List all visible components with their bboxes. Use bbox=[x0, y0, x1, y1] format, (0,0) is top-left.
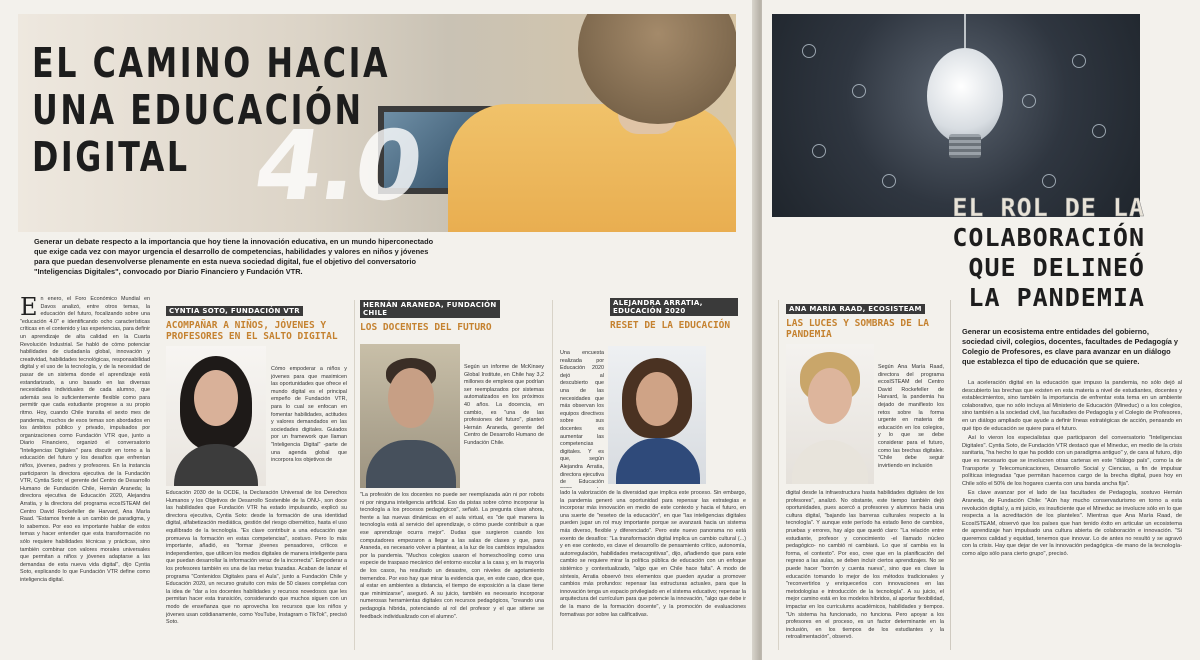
doodle-icon bbox=[1072, 54, 1086, 68]
lightbulb-icon bbox=[927, 48, 1003, 144]
right-title bbox=[925, 193, 1145, 313]
speaker-body-raad: digital desde la infraestructura hasta habilidades digitales de los profesores", analizó. No obstante, este tiempo también dejó oportunidades, pues acercó a profesores y alumnos hacia una cultura digital, "bajando las barreras culturales respecto a la tecnología". Y aunque este período ha estado lleno de cambios, pruebas y errores, hay algo que quedó claro: "La relación entre estudiante, profesor y conocimiento -el llamado núcleo pedagógico- no cambió ni cambiará. Lo que sí cambia es la forma, el contexto". Por eso, cree que en la planificación del regreso a las aulas, se deben incluir ciertos aprendizajes. No se puede hacer "borrón y cuenta nueva", sino que es clave la educación tomando lo mejor de los métodos tradicionales y "reconvertirlos y enriquecerlos con innovaciones en las metodologías e introducción de la tecnología". A su juicio, el mejor camino está en los modelos híbridos, al aportar flexibilidad, impactar en los curriculums académicos, habilidades y tiempos. "Un sistema ha funcionado, no funciona. Pero apoyar a los profesores en el proceso, es un factor determinante en la inclusión, en los tiempos de los estudiantes y la retroalimentación", observó. bbox=[786, 490, 944, 641]
speaker-name: HERNÁN ARANEDA, FUNDACIÓN CHILE bbox=[360, 300, 500, 318]
intro-column bbox=[20, 296, 150, 650]
speaker-topic: ACOMPAÑAR A NIÑOS, JÓVENES Y PROFESORES EN EL SALTO DIGITAL bbox=[166, 320, 338, 342]
speaker-topic: RESET DE LA EDUCACIÓN bbox=[610, 320, 731, 331]
portrait-soto bbox=[166, 346, 266, 486]
speaker-side-text-soto: Cómo empoderar a niños y jóvenes para que maximicen las oportunidades que ofrece el mundo digital es el principal empeño de Fundación VTR, para lo cual se enfocan en fomentar habilidades, actitudes y valores demandados en las sociedades digitales. Guiados por un framework que llaman "Inteligencia Digital" -parte de una agenda global que incorpora los objetivos de bbox=[271, 366, 347, 464]
column-rule bbox=[778, 300, 779, 650]
right-title-line-2: COLABORACIÓN bbox=[952, 223, 1145, 252]
speaker-side-text-araneda: Según un informe de McKinsey Global Institute, en Chile hay 3,2 millones de empleos que podrían ser reemplazados por sistemas automatizados en los próximos 40 años. La docencia, en cambio, es "una de las profesiones del futuro", planteó Hernán Araneda, gerente del Centro de Desarrollo Humano de Fundación Chile. bbox=[464, 364, 544, 446]
intro-text: n enero, el Foro Económico Mundial en Davos analizó, entre otros temas, la educación del futuro, focalizando sobre una "educación 4.0" e identificando ocho características críticas en el contenido y las experiencias, para definir un aprendizaje de alta calidad en la Cuarta Revolución Industrial. Se habló de cómo potenciar habilidades de ciudadanía global, innovación y creatividad, habilidades tecnológicas, responsabilidad digital y el uso de la tecnología, y de la necesidad de pasar de un sistema donde el aprendizaje está estandarizado, a uno basado en las diversas necesidades individuales de cada alumno, que además sea lo suficientemente flexible como para permitir que cada estudiante progrese a su propio ritmo. Hoy, cuando Chile transita el sexto mes de pandemia, muchos de esos temas son abordados en los ámbitos público y privado, impulsados por organizaciones como Fundación VTR que, junto a Diario Financiero, organizó el conversatorio "Inteligencias Digitales" para discutir en torno a la educación del futuro y los desafíos que enfrentan niños, jóvenes, padres y profesores. En la instancia participaron la directora ejecutiva de la Fundación VTR, Cyntia Soto; el gerente del Centro de Desarrollo Humano de Fundación Chile, Hernán Araneda; la directora ejecutiva de Educación 2020, Alejandra Arratia, y la directora del programa ecosISTEAM del Centro David Rockefeller de Harvard, Ana María Raad. "Estamos frente a un cambio de paradigma, y lo sabemos. Por eso es importante hablar de estos temas y hacer entender que esta transformación no sólo requiere habilidades técnicas y prácticas, sino también combinar con valores morales universales que permitan a niños y jóvenes adaptarse a las demandas de esta nueva vida digital", dijo Cyntia Soto, explicando lo que Fundación VTR define como inteligencia digital. bbox=[20, 296, 150, 583]
speaker-side-text-arratia: Una encuesta realizada por Educación 2020 dejó al descubierto que una de las necesidades que más observan los equipos directivos sobre sus docentes es aumentar las competencias digitales. Y es que, según Alejandra Arratia, directora ejecutiva de Educación bbox=[560, 350, 604, 486]
right-paragraph: Así lo vieron los especialistas que participaron del conversatorio "Inteligencias Digitales". Cyntia Soto, de Fundación VTR destacó que el Mineduc, en medio de la crisis sanitaria, "ha hecho lo que ha podido con un paradigma antiguo" y, de cara al futuro, dijo que es necesario que se involucren otras carteras en este "diálogo país", como la de Transporte y Telecomunicaciones, Desarrollo Social y Ciencias, a fin de impulsar políticas integradas "que permitan hacernos cargo de la brecha digital, pues hoy en Chile sólo el 50% de los hogares cuenta con una banda ancha fija". bbox=[962, 435, 1182, 487]
doodle-icon bbox=[852, 84, 866, 98]
right-title-line-4: LA PANDEMIA bbox=[968, 283, 1145, 312]
speaker-name: CYNTIA SOTO, FUNDACIÓN VTR bbox=[166, 306, 303, 316]
portrait-araneda bbox=[360, 344, 460, 488]
right-lede: Generar un ecosistema entre entidades del gobierno, sociedad civil, colegios, docentes, facultades de Pedagogía y Colegio de Profesores, es clave para avanzar en un diálogo que establezca el tipo de educación que se quiere. bbox=[962, 327, 1179, 366]
hero-child-shirt bbox=[448, 104, 736, 232]
portrait-arratia bbox=[608, 346, 706, 484]
speaker-body-arratia: lado la valorización de la diversidad que implica este proceso. Sin embargo, la pandemia generó una oportunidad para repensar las estrategias e incorporar más innovación en medio de este contexto y hacia el futuro, en una suerte de "reseteo de la educación", en que "las inteligencias digitales pueden jugar un rol muy importante porque se avanzará hacia un sistema más diverso, flexible y diferenciado". Pero este nuevo panorama no está exento de desafíos: "La transformación digital implica un cambio cultural (...) y en ese contexto, es clave el desarrollo de pensamiento crítico, autonomía, autorregulación, habilidades metacognitivas", dijo, añadiendo que para este cambio se requiere mirar la política pública de educación con un enfoque sistémico y contextualizado, "algo que en Chile hace falta". A modo de síntesis, Arratia observó tres elementos que pueden ayudar a promover cambios más profundos: repensar las estructuras actuales, para que la innovación tenga un espacio privilegiado en el sistema educativo; repensar la arquitectura del currículum para que potencie la innovación, "algo que debe ir de la mano de la formación docente", y la promoción de evaluaciones formativas por sobre las calificativas. bbox=[560, 490, 746, 618]
speaker-side-text-raad: Según Ana María Raad, directora del programa ecosISTEAM del Centro David Rockefeller de Harvard, la pandemia ha dejado de manifiesto los retos sobre la forma urgente en materia de educación en los colegios, y lo que se debe considerar para el futuro, como las brechas digitales. "Chile debe seguir invirtiendo en inclusión bbox=[878, 364, 944, 469]
speaker-header-arratia bbox=[610, 298, 738, 331]
portrait-raad bbox=[786, 344, 874, 484]
main-title-line-1: EL CAMINO HACIA bbox=[32, 39, 391, 87]
speaker-name: ANA MARÍA RAAD, ECOSISTEAM bbox=[786, 304, 925, 314]
speaker-name: ALEJANDRA ARRATIA, EDUCACIÓN 2020 bbox=[610, 298, 738, 316]
speaker-body-soto: Educación 2030 de la OCDE, la Declaración Universal de los Derechos Humanos y los Objetivos de Desarrollo Sostenible de la ONU-, son doce las habilidades que Fundación VTR ha estado impulsando, explicó su directora ejecutiva, Cyntia Soto: desde la formación de una identidad digital, alfabetización mediática, gestión del riesgo cibernético, hasta el uso equilibrado de la tecnología. "Es clave contribuir a una educación que promueva la formación en estas competencias", sostuvo. Pero lo más importante, añadió, es "formar jóvenes pensadores, críticos e independientes, que utilicen los medios digitales de manera inteligente para que puedan desarrollar la información veraz de la incorrecta". Empoderar a los profesores también es una de las metas trazadas. Acaban de lanzar el programa "Contenidos Digitales para el Aula", junto a Fundación Chile y Educación 2020, un recurso gratuito con más de 50 clases completas con la idea de "dar a los docentes habilidades y recursos novedosos que les permitan hacer esta transición, considerando que muchos siguen con un modo de enseñanza que no aprovecha los recursos que los niños y jóvenes usan cotidianamente, como YouTube, Instagram o TikTok", precisó Soto. bbox=[166, 490, 347, 626]
speaker-body-araneda: "La profesión de los docentes no puede ser reemplazada aún ni por robots ni por ninguna inteligencia artificial. Eso da pistas sobre cómo incorporar la tecnología a los procesos pedagógicos", señaló. La pregunta clave ahora, frente a las nuevas dinámicas en el aula virtual, es "de qué manera la tecnología está al servicio del aprendizaje, o cómo puede contribuir a que ese aprendizaje ocurra mejor". Dudas que surgieron cuando los computadores empezaron a llegar a las salas de clases y que, para Araneda, es necesario volver a plantear, a la luz de los cambios impulsados por la pandemia. "Muchos colegios usaron el homeschooling como una especie de traspaso mecánico del entorno escolar a la casa y, en la mayoría de los casos, ha resultado un desastre, con niveles de agotamiento tremendos. Por eso hay que mirar la evidencia que, en este caso, dice que, al estar en ambientes a distancia, el tiempo de exposición a la clase tiene que minimizarse", aseguró. A su juicio, también es necesario incorporar numerosas herramientas digitales con recursos pedagógicos, "creando una pedagogía híbrida, potenciando al rol del profesor y el que sitiene se feedback individualizado con el alumno". bbox=[360, 492, 544, 620]
speaker-header-raad bbox=[786, 298, 946, 340]
right-title-line-3: QUE DELINEÓ bbox=[968, 253, 1145, 282]
article-lede: Generar un debate respecto a la importancia que hoy tiene la innovación educativa, en un mundo hiperconectado que exige cada vez con mayor urgencia el desarrollo de competencias, habilidades y valores en niños y jóvenes para que puedan desenvolverse plenamente en esta nueva sociedad digital, fue el objetivo del conversatorio "Inteligencias Digitales", convocado por Diario Financiero y Fundación VTR. bbox=[34, 237, 434, 276]
right-title-line-1: EL ROL DE LA bbox=[952, 193, 1145, 222]
dropcap: E bbox=[20, 296, 38, 321]
column-rule bbox=[354, 300, 355, 650]
doodle-icon bbox=[1042, 174, 1056, 188]
doodle-icon bbox=[882, 174, 896, 188]
bulb-cord bbox=[964, 14, 966, 50]
lightbulb-illustration bbox=[772, 14, 1140, 217]
doodle-icon bbox=[812, 144, 826, 158]
bulb-base bbox=[949, 134, 981, 158]
column-rule bbox=[552, 300, 553, 650]
doodle-icon bbox=[1092, 124, 1106, 138]
right-paragraph: La aceleración digital en la educación que impuso la pandemia, no sólo dejó al descubierto las brechas que existen en esta materia a nivel de estudiantes, docentes y establecimientos, sino también la importancia de enfrentar esta tema en un ambiente colaborativo, que no sólo incluya al Ministerio de Educación (Mineduc) o a los colegios, sino también a la sociedad civil, las facultades de Pedagogía y el Colegio de Profesores, en un diálogo ampliado que ayude a definir líneas estratégicas de acción, pensando en qué tipo de educación se quiere para el futuro. bbox=[962, 380, 1182, 432]
column-rule bbox=[950, 300, 951, 650]
right-paragraph: Es clave avanzar por el lado de las facultades de Pedagogía, sostuvo Hernán Araneda, de Fundación Chile: "Aún hay mucho conservadurismo en torno a esta revolución digital y, a mi juicio, es insuficiente que el Mineduc se involucre sólo en lo que respecta a la acreditación de los planteles". Mientras que Ana María Raad, de EcosISTEAM, observó que los países que han tenido éxito en articular un ecosistema de aprendizaje han impulsado una cultura abierta de colaboración e innovación. "Si queremos calidad y equidad, tenemos que innovar. Lo de antes no resultó y se agravó con la crisis. Hay que dejar de ver la innovación pedagógica -de mano de la tecnología- como algo sólo para cierto grupo", precisó. bbox=[962, 490, 1182, 558]
title-number: 4.0 bbox=[248, 110, 428, 222]
speaker-topic: LOS DOCENTES DEL FUTURO bbox=[360, 322, 492, 333]
speaker-topic: LAS LUCES Y SOMBRAS DE LA PANDEMIA bbox=[786, 318, 929, 340]
main-title-line-2: UNA EDUCACIÓN bbox=[32, 86, 364, 134]
main-title-line-3: DIGITAL bbox=[32, 133, 190, 181]
doodle-icon bbox=[1022, 94, 1036, 108]
speaker-header-soto bbox=[166, 300, 346, 342]
speaker-header-araneda bbox=[360, 300, 500, 333]
doodle-icon bbox=[802, 44, 816, 58]
right-body bbox=[962, 380, 1182, 650]
